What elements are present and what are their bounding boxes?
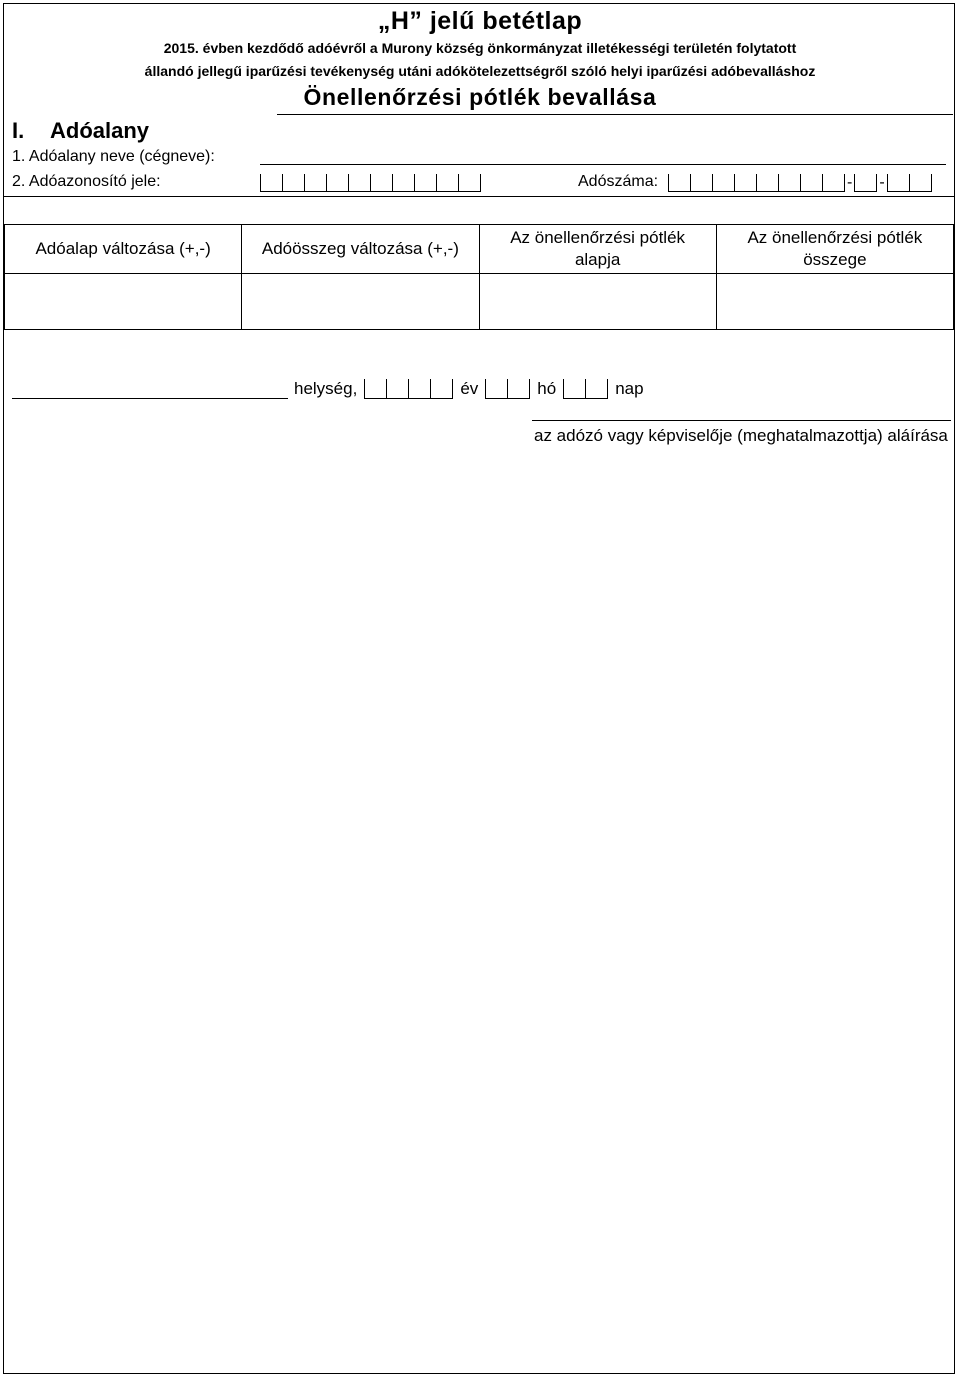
section-title: Adóalany [50,118,150,143]
tax-id-label: 2. Adóazonosító jele: [12,173,161,190]
tax-id-digit[interactable] [392,174,414,192]
tax-number-digit[interactable] [690,174,712,192]
tax-number-boxes[interactable] [668,174,932,192]
tax-id-digit[interactable] [348,174,370,192]
name-field[interactable] [260,164,946,165]
month-label: hó [537,379,557,398]
self-revision-table [4,224,954,330]
form-description-line-2: állandó jellegű iparűzési tevékenység utáni adókötelezettségről szóló helyi iparűzési adóbevalláshoz [144,63,816,79]
tax-id-digit[interactable] [304,174,326,192]
form-subtitle: Önellenőrzési pótlék bevallása [303,84,657,110]
tax-number-digit[interactable] [668,174,690,192]
tax-number-digit[interactable] [778,174,800,192]
month-digit[interactable] [485,379,507,399]
subtitle-rule [277,114,953,115]
tax-amount-change-cell[interactable] [242,274,479,330]
form-title: „H” jelű betétlap [377,7,583,35]
place-field[interactable] [12,398,288,399]
signature-field[interactable] [532,420,951,421]
day-digit[interactable] [563,379,585,399]
tax-id-digit[interactable] [326,174,348,192]
tax-number-digit[interactable] [822,174,844,192]
box-end [931,174,932,192]
table-header-row [5,225,954,274]
tax-id-digit[interactable] [260,174,282,192]
tax-id-digit[interactable] [458,174,480,192]
table-row [5,274,954,330]
surcharge-amount-cell[interactable] [716,274,953,330]
surcharge-base-cell[interactable] [479,274,716,330]
tax-number-digit[interactable] [854,174,876,192]
tax-id-boxes[interactable] [260,174,481,192]
tax-id-digit[interactable] [436,174,458,192]
section-number: I. [12,118,25,143]
year-digit[interactable] [430,379,452,399]
day-digit[interactable] [585,379,607,399]
place-label: helység, [294,379,358,398]
page-frame [3,3,955,1374]
table-header-cell: Adóalap változása (+,-) [5,225,242,274]
date-line [294,379,651,399]
signature-label: az adózó vagy képviselője (meghatalmazottja) aláírása [534,426,948,445]
day-label: nap [615,379,644,398]
tax-number-digit[interactable] [887,174,909,192]
tax-number-separator: - [879,174,885,191]
section-rule [4,196,954,197]
year-label: év [460,379,479,398]
section-heading [12,118,149,144]
table-header-cell: Az önellenőrzési pótlék alapja [479,225,716,274]
tax-number-digit[interactable] [756,174,778,192]
table-header-cell: Az önellenőrzési pótlék összege [716,225,953,274]
tax-base-change-cell[interactable] [5,274,242,330]
table-header-cell: Adóösszeg változása (+,-) [242,225,479,274]
name-label: 1. Adóalany neve (cégneve): [12,148,215,165]
year-digit[interactable] [386,379,408,399]
box-end [480,174,481,192]
tax-id-digit[interactable] [370,174,392,192]
tax-id-digit[interactable] [414,174,436,192]
tax-number-digit[interactable] [712,174,734,192]
month-digit[interactable] [507,379,529,399]
tax-id-digit[interactable] [282,174,304,192]
tax-number-digit[interactable] [734,174,756,192]
tax-number-label: Adószáma: [578,173,659,190]
year-digit[interactable] [408,379,430,399]
year-digit[interactable] [364,379,386,399]
tax-number-digit[interactable] [800,174,822,192]
tax-number-separator: - [847,174,853,191]
form-description-line-1: 2015. évben kezdődő adóévről a Murony község önkormányzat illetékességi területén folytatott [163,40,797,56]
tax-number-digit[interactable] [909,174,931,192]
